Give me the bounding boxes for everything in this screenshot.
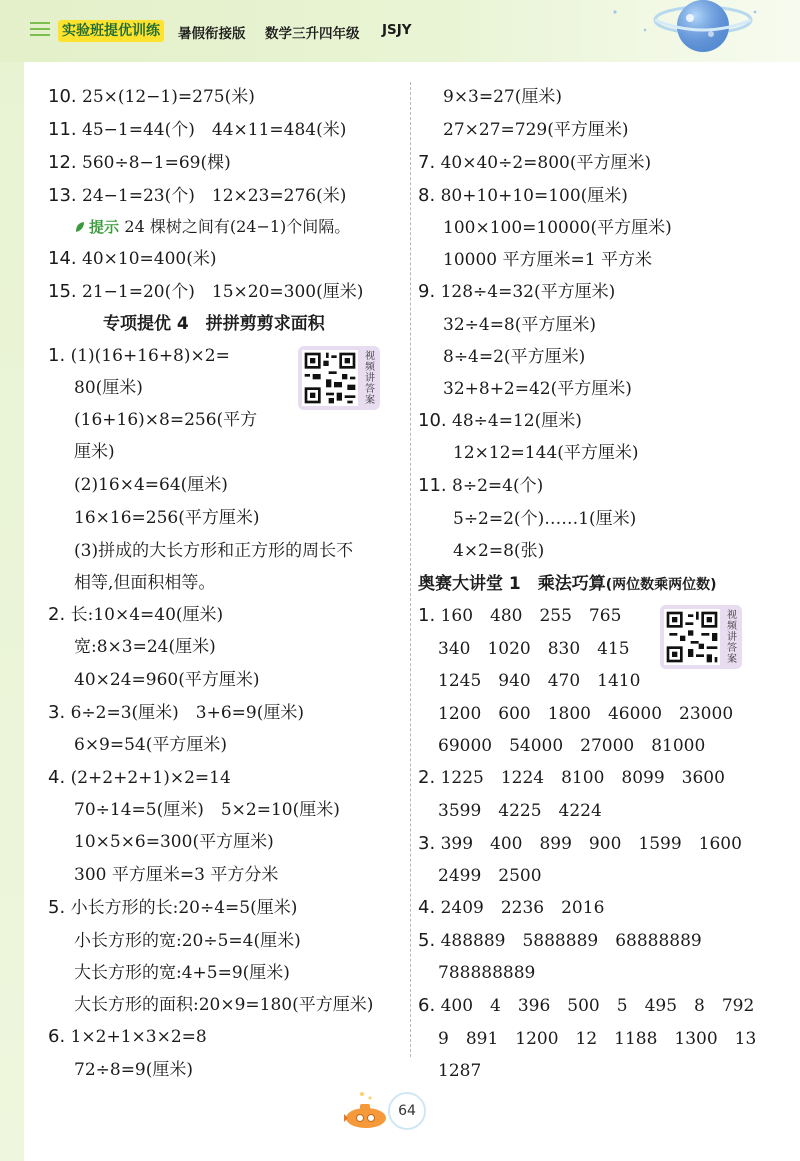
answer-line: 69000 54000 27000 81000 [438,736,706,756]
left-margin-strip [0,0,24,1161]
answer-line: 4. 2409 2236 2016 [418,897,605,918]
edition-label: 暑假衔接版 [178,26,246,42]
qr-code-card[interactable] [660,605,742,669]
answer-line: 1200 600 1800 46000 23000 [438,704,734,724]
section-title: 奥赛大讲堂 1 乘法巧算(两位数乘两位数) [418,574,717,594]
answer-line: 1. (1)(16+16+8)×2= [48,345,230,366]
answer-line: 8. 80+10+10=100(厘米) [418,185,628,206]
answer-line: 300 平方厘米=3 平方分米 [74,865,279,885]
column-divider [410,82,411,1057]
answer-line: 72÷8=9(厘米) [74,1060,194,1080]
answer-line: 4×2=8(张) [453,541,545,561]
answer-line: 相等,但面积相等。 [74,573,216,593]
page-number: 64 [388,1092,426,1130]
page-footer [340,1080,440,1140]
leaf-icon [75,221,85,233]
answer-line: 6. 1×2+1×3×2=8 [48,1026,207,1047]
series-badge: 实验班提优训练 [58,20,164,42]
answer-line: 32+8+2=42(平方厘米) [443,379,632,399]
answer-line: 8÷4=2(平方厘米) [443,347,586,367]
section-title: 专项提优 4 拼拼剪剪求面积 [103,314,325,334]
page-header [0,0,800,62]
answer-line: (2)16×4=64(厘米) [74,475,228,495]
answer-line: 9 891 1200 12 1188 1300 13 [438,1029,757,1049]
answer-line: 2. 长:10×4=40(厘米) [48,604,224,625]
answer-line: 10. 25×(12−1)=275(米) [48,86,255,107]
answer-line: 40×24=960(平方厘米) [74,670,260,690]
answer-line: 12. 560÷8−1=69(棵) [48,152,231,173]
answer-line: 15. 21−1=20(个) 15×20=300(厘米) [48,281,364,302]
answer-line: 10000 平方厘米=1 平方米 [443,250,652,270]
answer-line: 1. 160 480 255 765 [418,605,622,626]
answer-line: 16×16=256(平方厘米) [74,508,260,528]
answer-line: 80(厘米) [74,378,143,398]
answer-line: 11. 8÷2=4(个) [418,475,544,496]
answer-line: 5. 小长方形的长:20÷4=5(厘米) [48,897,298,918]
answer-line: 5. 488889 5888889 68888889 [418,930,702,951]
answer-line: (16+16)×8=256(平方 [74,410,258,430]
hint-line: 提示 24 棵树之间有(24−1)个间隔。 [75,216,350,238]
answer-line: 100×100=10000(平方厘米) [443,218,672,238]
answer-line: 6×9=54(平方厘米) [74,735,228,755]
answer-line: 10×5×6=300(平方厘米) [74,832,274,852]
answer-line: 厘米) [74,442,115,462]
qr-code-icon[interactable] [302,350,358,406]
answer-line: 340 1020 830 415 [438,639,630,659]
answer-line: 9×3=27(厘米) [443,87,563,107]
answer-line: 12×12=144(平方厘米) [453,443,639,463]
answer-line: 1287 [438,1061,482,1081]
answer-line: 3. 6÷2=3(厘米) 3+6=9(厘米) [48,702,304,723]
answer-line: 7. 40×40÷2=800(平方厘米) [418,152,652,173]
subject-label: 数学三升四年级 [265,26,360,42]
answer-line: 5÷2=2(个)……1(厘米) [453,509,637,529]
answer-line: 大长方形的面积:20×9=180(平方厘米) [74,995,374,1015]
qr-code-icon[interactable] [664,609,720,665]
answer-line: 10. 48÷4=12(厘米) [418,410,582,431]
answer-line: 13. 24−1=23(个) 12×23=276(米) [48,185,347,206]
answer-line: 2499 2500 [438,866,542,886]
answer-line: 32÷4=8(平方厘米) [443,315,597,335]
answer-line: 9. 128÷4=32(平方厘米) [418,281,616,302]
qr-label: 视频讲答案 [727,610,737,665]
answer-line: 11. 45−1=44(个) 44×11=484(米) [48,119,347,140]
answer-line: (3)拼成的大长方形和正方形的周长不 [74,541,354,561]
answer-line: 大长方形的宽:4+5=9(厘米) [74,963,290,983]
answer-line: 宽:8×3=24(厘米) [74,637,216,657]
answer-line: 小长方形的宽:20÷5=4(厘米) [74,931,301,951]
answer-line: 3. 399 400 899 900 1599 1600 [418,833,742,854]
answer-line: 6. 400 4 396 500 5 495 8 792 [418,995,755,1016]
submarine-icon [340,1088,392,1132]
code-label: JSJY [382,22,412,38]
answer-line: 788888889 [438,963,536,983]
answer-line: 3599 4225 4224 [438,801,602,821]
answer-line: 2. 1225 1224 8100 8099 3600 [418,767,725,788]
answer-line: 4. (2+2+2+1)×2=14 [48,767,231,788]
answer-line: 27×27=729(平方厘米) [443,120,629,140]
answer-line: 70÷14=5(厘米) 5×2=10(厘米) [74,800,340,820]
answer-line: 14. 40×10=400(米) [48,248,217,269]
header-lines-decoration [30,22,50,40]
answer-line: 1245 940 470 1410 [438,671,641,691]
planet-illustration [585,0,800,62]
qr-code-card[interactable] [298,346,380,410]
qr-label: 视频讲答案 [365,351,375,406]
